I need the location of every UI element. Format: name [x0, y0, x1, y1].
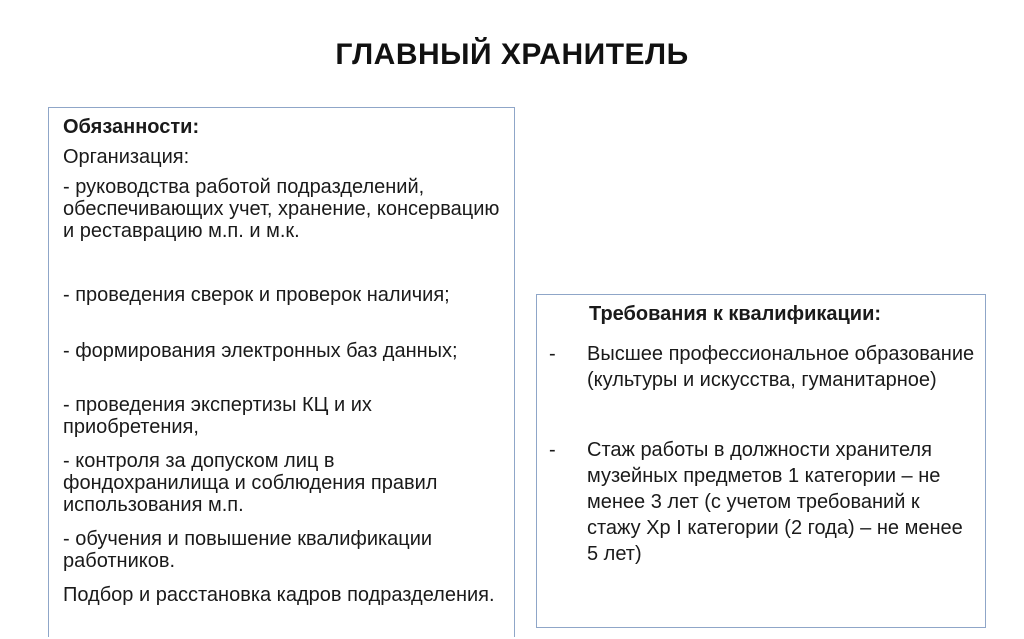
bullet-dash: -	[549, 343, 556, 365]
organization-label: Организация:	[63, 146, 190, 168]
duty-item: - проведения сверок и проверок наличия;	[63, 284, 450, 306]
page-title: ГЛАВНЫЙ ХРАНИТЕЛЬ	[335, 38, 689, 71]
requirements-panel	[536, 294, 986, 628]
duty-item: - проведения экспертизы КЦ и их приобретения,	[63, 394, 372, 438]
duty-item: - формирования электронных баз данных;	[63, 340, 458, 362]
requirements-heading: Требования к квалификации:	[589, 303, 882, 325]
requirement-text: Высшее профессиональное образование (культуры и искусства, гуманитарное)	[587, 343, 975, 391]
duties-panel	[48, 107, 515, 637]
requirement-text: Стаж работы в должности хранителя музейных предметов 1 категории – не менее 3 лет (с учетом требований к стажу Хр I категории (2 года) – не менее 5 лет)	[587, 439, 963, 565]
duty-item: - обучения и повышение квалификации работников.	[63, 528, 433, 572]
duty-item: Подбор и расстановка кадров подразделения.	[63, 584, 495, 606]
duties-heading: Обязанности:	[63, 116, 200, 138]
duty-item: - контроля за допуском лиц в фондохранилища и соблюдения правил использования м.п.	[63, 450, 438, 516]
bullet-dash: -	[549, 439, 556, 461]
duty-item: - руководства работой подразделений, обеспечивающих учет, хранение, консервацию и реставрацию м.п. и м.к.	[63, 176, 500, 242]
